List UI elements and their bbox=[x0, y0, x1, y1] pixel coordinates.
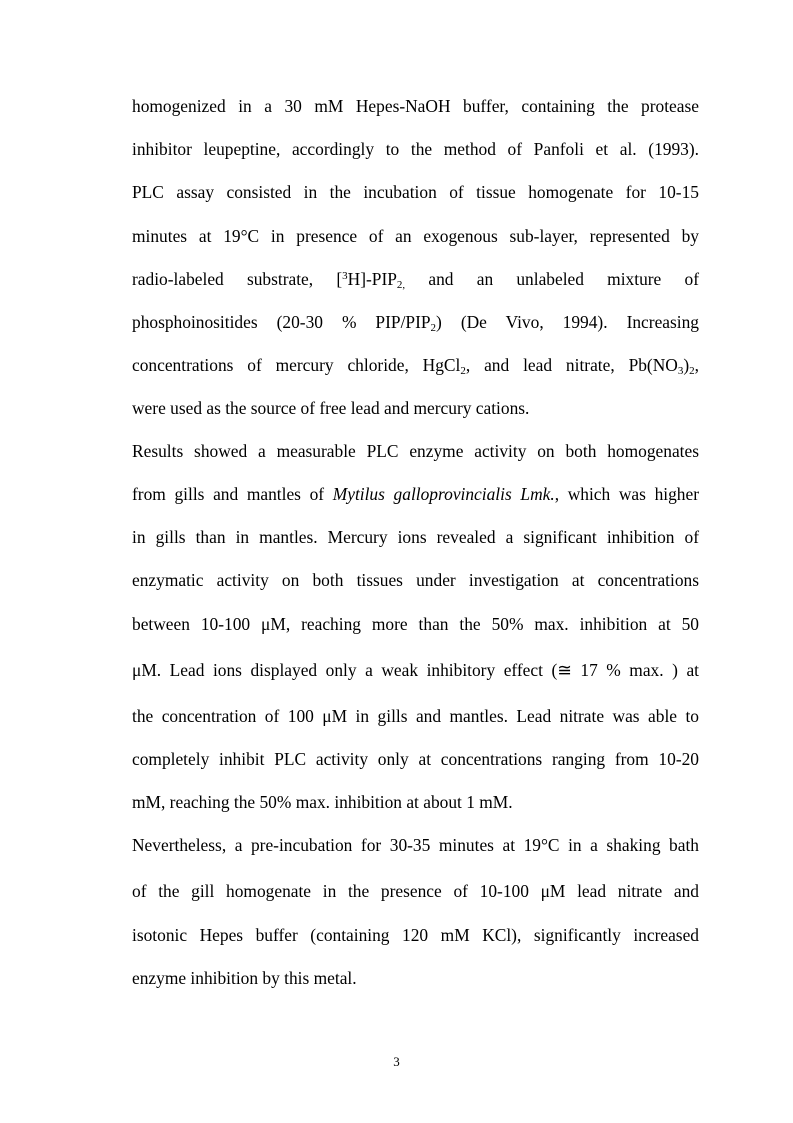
subscript: 2 bbox=[460, 365, 466, 377]
text-run: , and lead nitrate, Pb(NO bbox=[465, 355, 678, 375]
text-run: and an unlabeled mixture of bbox=[405, 269, 699, 289]
text-run: , bbox=[694, 355, 699, 375]
text-run: , which was higher bbox=[554, 484, 699, 504]
paragraph-3-line-2: of the gill homogenate in the presence of 10-100 μM lead nitrate and bbox=[132, 881, 699, 901]
paragraph-2-line-9: mM, reaching the 50% max. inhibition at about 1 mM. bbox=[132, 792, 513, 812]
paragraph-1-line-4: minutes at 19°C in presence of an exogenous sub-layer, represented by bbox=[132, 226, 699, 246]
paragraph-2-line-6: μM. Lead ions displayed only a weak inhibitory effect (≅ 17 % max. ) at bbox=[132, 660, 699, 680]
subscript: 2 bbox=[689, 365, 695, 377]
text-run: ) bbox=[683, 355, 690, 375]
subscript: 3 bbox=[677, 365, 684, 377]
paragraph-2-line-8: completely inhibit PLC activity only at concentrations ranging from 10-20 bbox=[132, 749, 699, 769]
paragraph-1-line-7 bbox=[132, 355, 699, 375]
paragraph-1-line-6 bbox=[132, 312, 699, 332]
text-run: from gills and mantles of bbox=[132, 484, 333, 504]
text-run: H]-PIP bbox=[347, 269, 397, 289]
paragraph-1-line-1: homogenized in a 30 mM Hepes-NaOH buffer, containing the protease bbox=[132, 96, 699, 116]
paragraph-2-line-5: between 10-100 μM, reaching more than the 50% max. inhibition at 50 bbox=[132, 614, 699, 634]
paragraph-1-line-3: PLC assay consisted in the incubation of tissue homogenate for 10-15 bbox=[132, 182, 699, 202]
paragraph-2-line-7: the concentration of 100 μM in gills and mantles. Lead nitrate was able to bbox=[132, 706, 699, 726]
paragraph-3-line-1: Nevertheless, a pre-incubation for 30-35 minutes at 19°C in a shaking bath bbox=[132, 835, 699, 855]
paragraph-2-line-4: enzymatic activity on both tissues under investigation at concentrations bbox=[132, 570, 699, 590]
paragraph-1-line-8: were used as the source of free lead and mercury cations. bbox=[132, 398, 530, 418]
text-run: ) (De Vivo, 1994). Increasing bbox=[436, 312, 699, 332]
paragraph-3-line-3: isotonic Hepes buffer (containing 120 mM KCl), significantly increased bbox=[132, 925, 699, 945]
subscript: 2, bbox=[396, 279, 406, 291]
paragraph-2-line-2 bbox=[132, 484, 699, 504]
text-run: phosphoinositides (20-30 % PIP/PIP bbox=[132, 312, 431, 332]
species-name: Mytilus galloprovincialis Lmk. bbox=[332, 484, 555, 504]
paragraph-1-line-2: inhibitor leupeptine, accordingly to the method of Panfoli et al. (1993). bbox=[132, 139, 699, 159]
paragraph-1-line-5 bbox=[132, 269, 699, 289]
superscript: 3 bbox=[342, 270, 348, 282]
paragraph-2-line-1: Results showed a measurable PLC enzyme activity on both homogenates bbox=[132, 441, 699, 461]
subscript: 2 bbox=[430, 322, 437, 334]
text-run: concentrations of mercury chloride, HgCl bbox=[132, 355, 461, 375]
text-run: radio-labeled substrate, [ bbox=[132, 269, 343, 289]
paragraph-3-line-4: enzyme inhibition by this metal. bbox=[132, 968, 357, 988]
page-number: 3 bbox=[393, 1054, 400, 1069]
paragraph-2-line-3: in gills than in mantles. Mercury ions revealed a significant inhibition of bbox=[132, 527, 699, 547]
